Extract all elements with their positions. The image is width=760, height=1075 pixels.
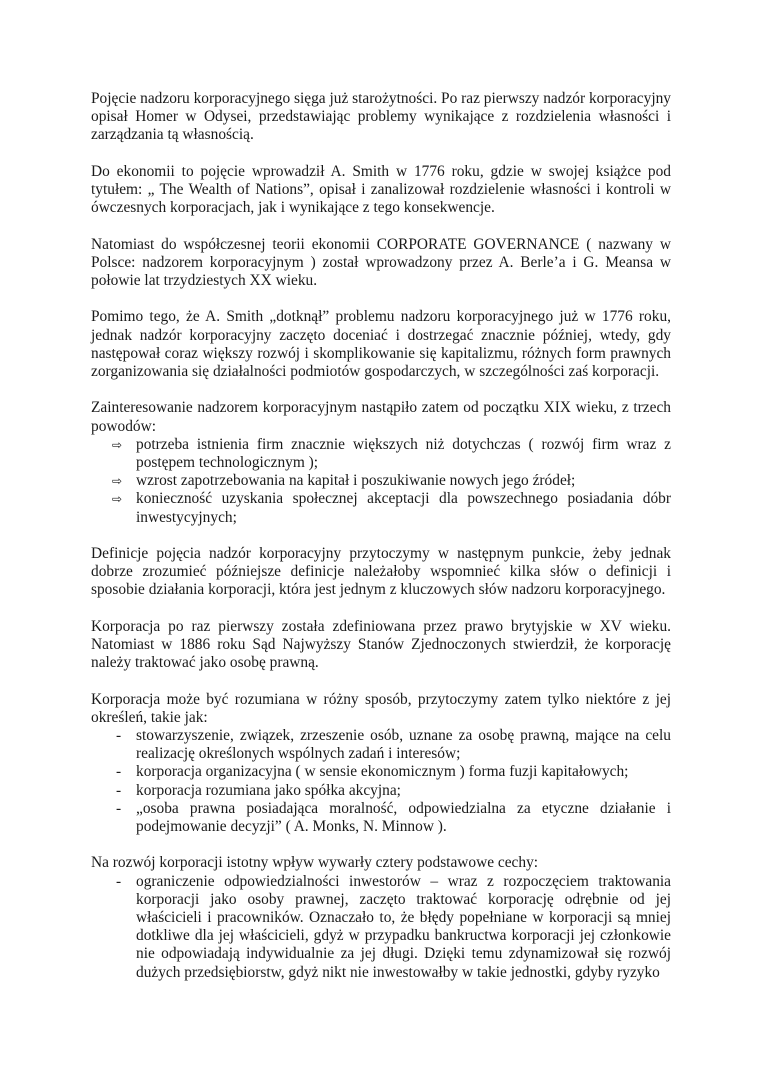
list-item	[91, 800, 671, 836]
definitions-list	[91, 727, 671, 836]
features-list	[91, 873, 671, 982]
list-item-text: korporacja organizacyjna ( w sensie ekonomicznym ) forma fuzji kapitałowych;	[136, 763, 629, 781]
paragraph-origins: Pojęcie nadzoru korporacyjnego sięga już starożytności. Po raz pierwszy nadzór korporacyjny opisał Homer w Odysei, przedstawiając problemy wynikające z rozdzielenia własności i zarządzania tą własnością.	[91, 90, 671, 144]
list-item	[91, 436, 671, 472]
paragraph-british-law: Korporacja po raz pierwszy została zdefiniowana przez prawo brytyjskie w XV wieku. Natomiast w 1886 roku Sąd Najwyższy Stanów Zjednoczonych stwierdził, że korporację należy traktować jako osobę prawną.	[91, 617, 671, 672]
list-item	[91, 472, 671, 490]
paragraph-definitions-intro: Definicje pojęcia nadzór korporacyjny przytoczymy w następnym punkcie, żeby jednak dobrze zrozumieć późniejsze definicje należałoby wspomnieć kilka słów o definicji i sposobie działania korporacji, która jest jednym z kluczowych słów nadzoru korporacyjnego.	[91, 545, 671, 599]
arrow-bullet-icon: ⇨	[112, 492, 123, 507]
dash-bullet-icon: -	[116, 872, 122, 890]
arrow-bullet-icon: ⇨	[112, 474, 123, 489]
paragraph-interest-reasons: Zainteresowanie nadzorem korporacyjnym nastąpiło zatem od początku XIX wieku, z trzech powodów:	[91, 399, 671, 435]
dash-bullet-icon: -	[116, 763, 122, 781]
paragraph-four-features: Na rozwój korporacji istotny wpływ wywarły cztery podstawowe cechy:	[91, 854, 539, 872]
list-item	[91, 873, 671, 982]
list-item-text: korporacja rozumiana jako spółka akcyjna;	[136, 781, 401, 799]
reasons-list	[91, 436, 671, 527]
list-item-text: „osoba prawna posiadająca moralność, odpowiedzialna za etyczne działanie i podejmowanie decyzji” ( A. Monks, N. Minnow ).	[136, 799, 671, 836]
list-item-text: wzrost zapotrzebowania na kapitał i poszukiwanie nowych jego źródeł;	[136, 472, 576, 490]
paragraph-corporation-meanings: Korporacja może być rozumiana w różny sposób, przytoczymy zatem tylko niektóre z jej określeń, takie jak:	[91, 690, 671, 726]
dash-bullet-icon: -	[116, 727, 122, 744]
list-item-text: potrzeba istnienia firm znacznie większych niż dotychczas ( rozwój firm wraz z postępem technologicznym );	[136, 435, 671, 471]
paragraph-later-recognition: Pomimo tego, że A. Smith „dotknął” problemu nadzoru korporacyjnego już w 1776 roku, jednak nadzór korporacyjny zaczęto doceniać i dostrzegać znacznie później, wtedy, gdy następował coraz większy rozwój i skomplikowanie się kapitalizmu, różnych form prawnych zorganizowania się działalności podmiotów gospodarczych, w szczególności zaś korporacji.	[91, 308, 671, 380]
document-page	[91, 90, 671, 982]
dash-bullet-icon: -	[116, 799, 122, 817]
list-item-text: stowarzyszenie, związek, zrzeszenie osób, uznane za osobę prawną, mające na celu realizację określonych wspólnych zadań i interesów;	[136, 727, 671, 763]
list-item-text: ograniczenie odpowiedzialności inwestorów – wraz z rozpoczęciem traktowania korporacji jako osoby prawnej, zaczęto traktować korporację odrębnie od jej właścicieli i pracowników. Oznaczało to, że błędy popełniane w korporacji są mniej dotkliwe dla jej właścicieli, gdyż w przypadku bankructwa korporacji jej członkowie nie odpowiadają indywidualnie za jej długi. Dzięki temu zdynamizował się rozwój dużych przedsiębiorstw, gdyż nikt nie inwestowałby w takie jednostki, gdyby ryzyko	[136, 872, 671, 981]
paragraph-adam-smith: Do ekonomii to pojęcie wprowadził A. Smith w 1776 roku, gdzie w swojej książce pod tytułem: „ The Wealth of Nations”, opisał i zanalizował rozdzielenie własności i kontroli w ówczesnych korporacjach, jak i wynikające z tego konsekwencje.	[91, 162, 671, 217]
list-item-text: konieczność uzyskania społecznej akceptacji dla powszechnego posiadania dóbr inwestycyjnych;	[136, 490, 671, 526]
dash-bullet-icon: -	[116, 781, 122, 799]
list-item	[91, 727, 671, 763]
list-item	[91, 490, 671, 526]
arrow-bullet-icon: ⇨	[112, 437, 123, 452]
paragraph-corporate-governance: Natomiast do współczesnej teorii ekonomii CORPORATE GOVERNANCE ( nazwany w Polsce: nadzorem korporacyjnym ) został wprowadzony przez A. Berle’a i G. Meansa w połowie lat trzydziestych XX wieku.	[91, 235, 671, 289]
list-item	[91, 782, 671, 800]
list-item	[91, 763, 671, 781]
